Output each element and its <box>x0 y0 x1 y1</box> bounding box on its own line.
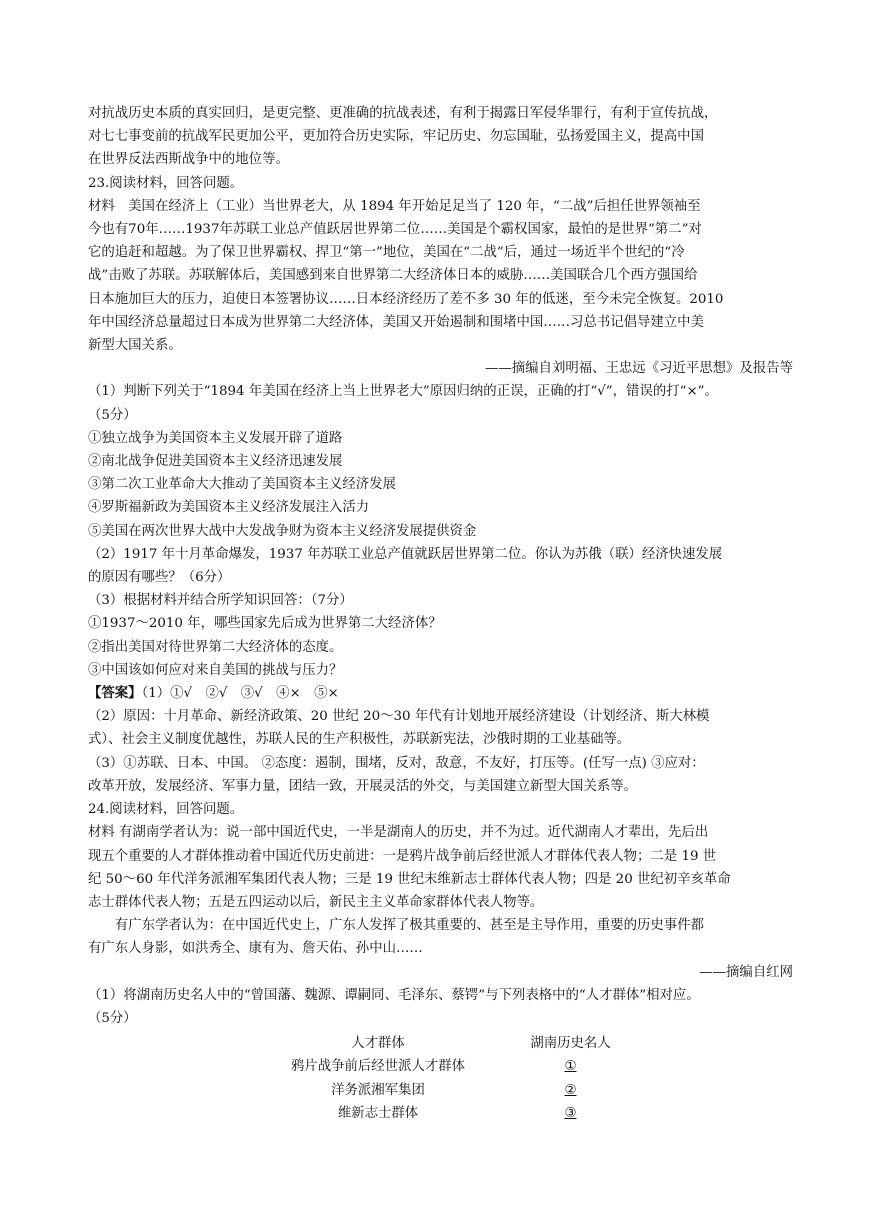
intro-line: 在世界反法西斯战争中的地位等。 <box>88 152 289 168</box>
blank-marker: ② <box>564 1082 577 1098</box>
q23-material-line: 材料 美国在经济上（工业）当世界老大，从 1894 年开始足足当了 120 年，“二战”后担任世界领袖至 <box>88 198 701 214</box>
answer-line-1 <box>88 682 793 705</box>
blank-marker: ③ <box>564 1105 577 1121</box>
q23-question-3-sub: ③中国该如何应对来自美国的挑战与压力？ <box>88 662 343 678</box>
q23-heading: 23.阅读材料，回答问题。 <box>88 175 244 191</box>
table-cell-answer-slot <box>503 1055 638 1078</box>
q23-question-3-sub: ①1937～2010 年，哪些国家先后成为世界第二大经济体？ <box>88 616 442 632</box>
answer-3-cont: 改革开放，发展经济、军事力量，团结一致，开展灵活的外交，与美国建立新型大国关系等。 <box>88 778 638 794</box>
intro-line: 对七七事变前的抗战军民更加公平，更加符合历史实际，牢记历史、勿忘国耻，弘扬爱国主义，提高中国 <box>88 129 704 145</box>
q24-material-line: 材料 有湖南学者认为：说一部中国近代史，一半是湖南人的历史，并不为过。近代湖南人才辈出，先后出 <box>88 825 709 841</box>
q24-material-line: 志士群体代表人物；五是五四运动以后，新民主主义革命家群体代表人物等。 <box>88 894 544 910</box>
document-page <box>88 102 793 1125</box>
q23-question-2: （2）1917 年十月革命爆发，1937 年苏联工业总产值就跃居世界第二位。你认为苏俄（联）经济快速发展 <box>88 546 723 562</box>
table-header-row <box>253 1032 638 1055</box>
answer-label: 【答案】 <box>88 685 142 702</box>
table-row <box>253 1102 638 1125</box>
table-cell-group: 维新志士群体 <box>337 1105 419 1121</box>
answer-1: （1）①√ ②√ ③√ ④× ⑤× <box>141 686 339 702</box>
q23-question-2-cont: 的原因有哪些？（6分） <box>88 570 231 586</box>
table-row <box>253 1055 638 1078</box>
answer-2: （2）原因：十月革命、新经济政策、20 世纪 20～30 年代有计划地开展经济建设（计划经济、斯大林模 <box>88 709 710 725</box>
q23-material-line: 新型大国关系。 <box>88 338 182 354</box>
table-cell-group: 洋务派湘军集团 <box>331 1082 425 1098</box>
blank-marker: ① <box>564 1059 577 1075</box>
table-header: 人才群体 <box>351 1036 405 1052</box>
q24-source: ——摘编自红网 <box>699 964 793 980</box>
table-row <box>253 1079 638 1102</box>
table-cell-answer-slot <box>503 1079 638 1102</box>
q24-material-line: 纪 50～60 年代洋务派湘军集团代表人物；三是 19 世纪末维新志士群体代表人物；四是 20 世纪初辛亥革命 <box>88 871 731 887</box>
q24-material-2-line: 有广东人身影，如洪秀全、康有为、詹天佑、孙中山…… <box>88 941 423 957</box>
q23-source: ——摘编自刘明福、王忠远《习近平思想》及报告等 <box>485 361 793 377</box>
q23-material-line: 它的追赶和超越。为了保卫世界霸权、捍卫“第一”地位，美国在“二战”后，通过一场近半个世纪的“冷 <box>88 245 685 261</box>
q24-material-2-line: 有广东学者认为：在中国近代史上，广东人发挥了极其重要的、甚至是主导作用，重要的历史事件都 <box>114 918 704 934</box>
q23-item: ②南北战争促进美国资本主义经济迅速发展 <box>88 454 343 470</box>
q23-item: ④罗斯福新政为美国资本主义经济发展注入活力 <box>88 500 370 516</box>
q23-item: ①独立战争为美国资本主义发展开辟了道路 <box>88 430 343 446</box>
q23-question-3-sub: ②指出美国对待世界第二大经济体的态度。 <box>88 639 343 655</box>
q23-material-line: 日本施加巨大的压力，迫使日本签署协议……日本经济经历了差不多 30 年的低迷，至今未完全恢复。2010 <box>88 291 724 307</box>
q23-question-1-score: （5分） <box>88 407 137 423</box>
q23-question-1: （1）判断下列关于“1894 年美国在经济上当上世界老大”原因归纳的正误，正确的打“√”，错误的打“×”。 <box>88 384 718 400</box>
q24-question-1-score: （5分） <box>88 1010 137 1026</box>
answer-3: （3）①苏联、日本、中国。 ②态度：遏制，围堵，反对，敌意，不友好，打压等。(任写一点) ③应对： <box>88 755 705 771</box>
q24-material-line: 现五个重要的人才群体推动着中国近代历史前进：一是鸦片战争前后经世派人才群体代表人物；二是 19 世 <box>88 848 717 864</box>
q23-item: ③第二次工业革命大大推动了美国资本主义经济发展 <box>88 477 396 493</box>
q23-item: ⑤美国在两次世界大战中大发战争财为资本主义经济发展提供资金 <box>88 523 477 539</box>
q23-question-3: （3）根据材料并结合所学知识回答：（7分） <box>88 593 353 609</box>
answer-2-cont: 式）、社会主义制度优越性，苏联人民的生产积极性，苏联新宪法，沙俄时期的工业基础等。 <box>88 732 631 748</box>
q24-question-1: （1）将湖南历史名人中的“曾国藩、魏源、谭嗣同、毛泽东、蔡锷”与下列表格中的“人才群体”相对应。 <box>88 987 700 1003</box>
table-header: 湖南历史名人 <box>530 1036 611 1052</box>
q23-material-line: 年中国经济总量超过日本成为世界第二大经济体，美国又开始遏制和围堵中国……习总书记倡导建立中美 <box>88 314 704 330</box>
q24-heading: 24.阅读材料，回答问题。 <box>88 802 244 818</box>
table-cell-answer-slot <box>503 1102 638 1125</box>
q23-material-line: 战”击败了苏联。苏联解体后，美国感到来自世界第二大经济体日本的威胁……美国联合几个西方强国给 <box>88 268 698 284</box>
intro-line: 对抗战历史本质的真实回归，是更完整、更准确的抗战表述，有利于揭露日军侵华罪行，有利于宣传抗战， <box>88 106 718 121</box>
table-cell-group: 鸦片战争前后经世派人才群体 <box>290 1059 466 1075</box>
q23-material-line: 今也有70年……1937年苏联工业总产值跃居世界第二位……美国是个霸权国家，最怕的是世界“第二”对 <box>88 222 702 238</box>
talent-table <box>253 1032 638 1125</box>
